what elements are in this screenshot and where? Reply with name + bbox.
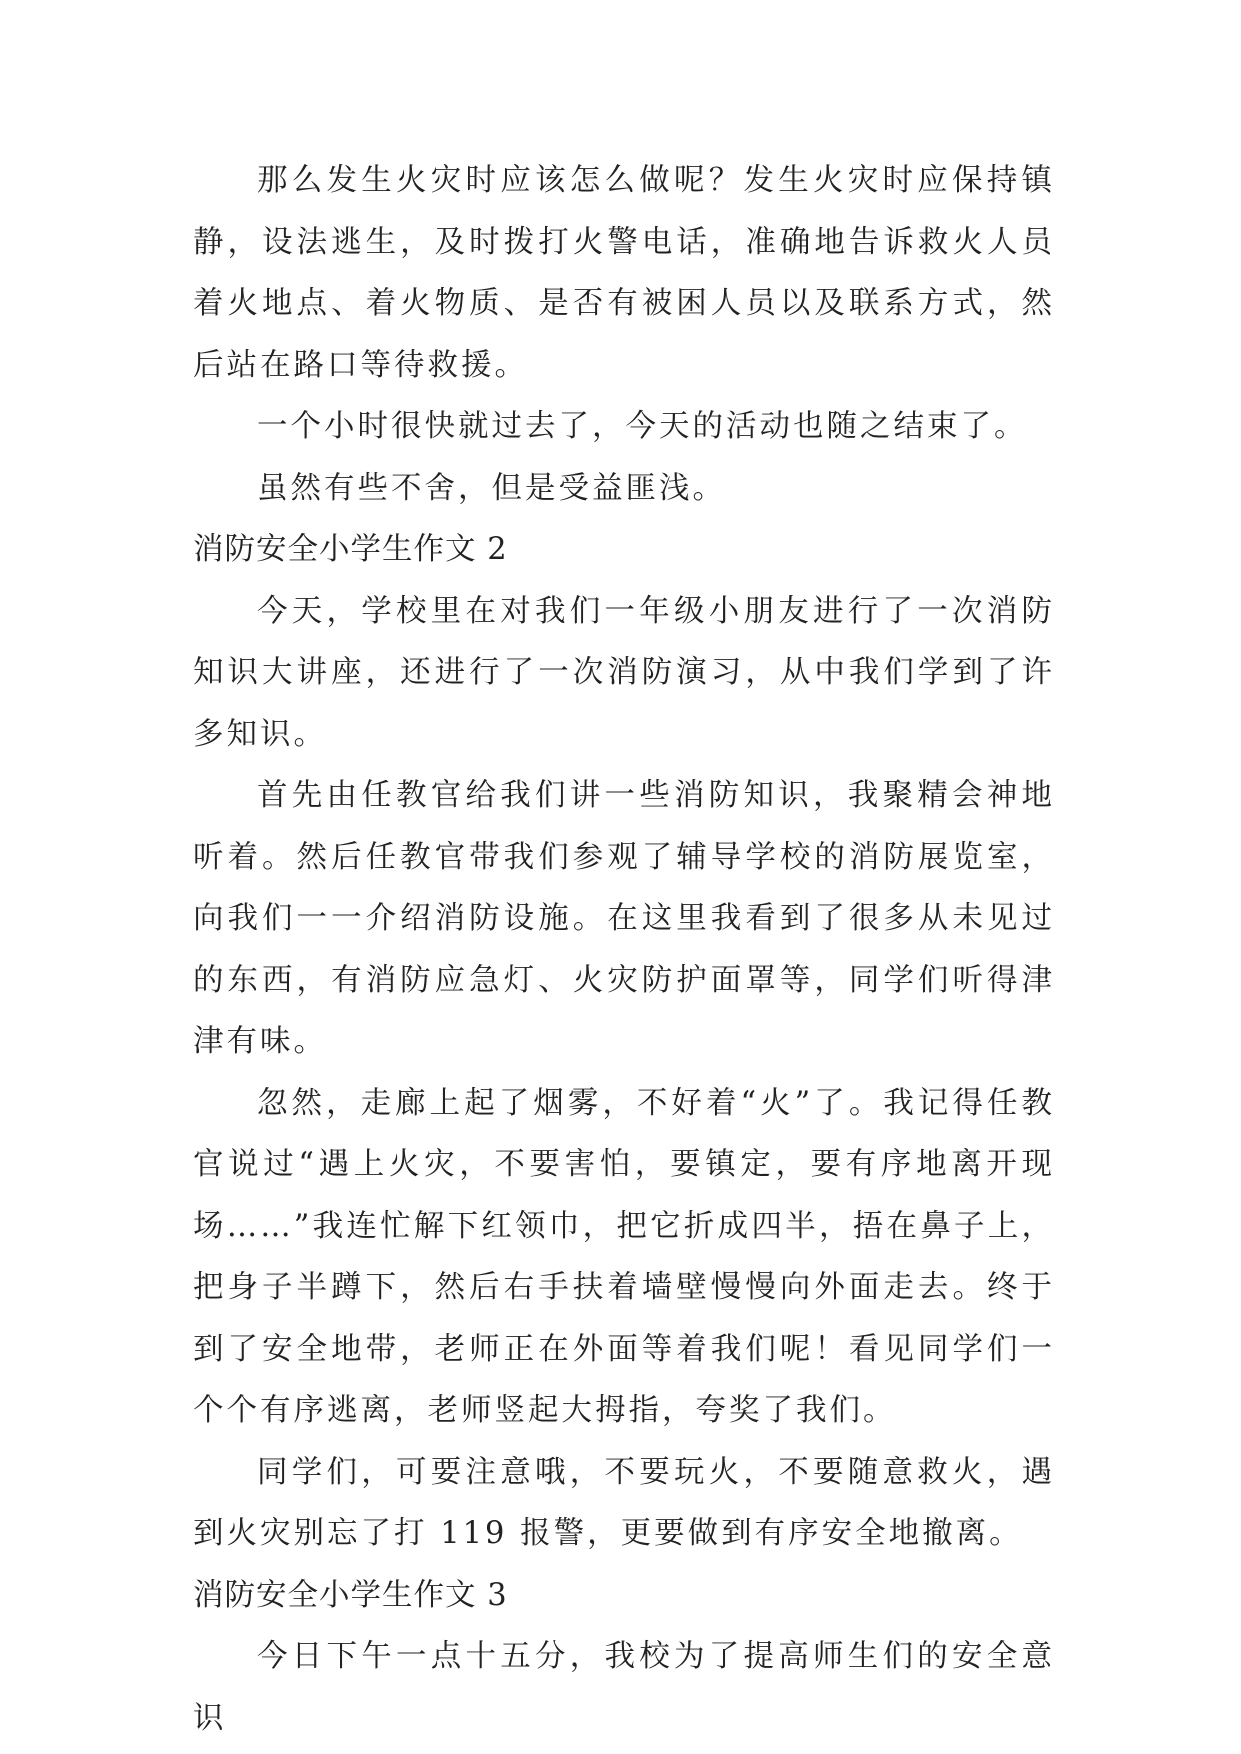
essay-3-title: 消防安全小学生作文 3	[193, 1577, 508, 1613]
paragraph-school-lecture: 今天，学校里在对我们一年级小朋友进行了一次消防知识大讲座，还进行了一次消防演习，从中我们学到了许多知识。	[193, 593, 1055, 752]
paragraph-benefit: 虽然有些不舍，但是受益匪浅。	[257, 470, 726, 506]
essay-2-title: 消防安全小学生作文 2	[193, 532, 508, 567]
paragraph-smoke-drill: 忽然，走廊上起了烟雾，不好着“火”了。我记得任教官说过“遇上火灾，不要害怕，要镇定，要有序地离开现场……”我连忙解下红领巾，把它折成四半，捂在鼻子上，把身子半蹲下，然后右手扶着墙壁慢慢向外面走去。终于到了安全地带，老师正在外面等着我们呢！看见同学们一个个有序逃离，老师竖起大拇指，夸奖了我们。	[193, 1085, 1055, 1428]
paragraph-afternoon-drill: 今日下午一点十五分，我校为了提高师生们的安全意识	[193, 1639, 1055, 1736]
paragraph-fire-response: 那么发生火灾时应该怎么做呢？发生火灾时应保持镇静，设法逃生，及时拨打火警电话，准确地告诉救火人员着火地点、着火物质、是否有被困人员以及联系方式，然后站在路口等待救援。	[193, 163, 1055, 383]
paragraph-reminder: 同学们，可要注意哦，不要玩火，不要随意救火，遇到火灾别忘了打 119 报警，更要做到有序安全地撤离。	[193, 1454, 1055, 1551]
paragraph-activity-end: 一个小时很快就过去了，今天的活动也随之结束了。	[257, 409, 1028, 444]
paragraph-instructor-visit: 首先由任教官给我们讲一些消防知识，我聚精会神地听着。然后任教官带我们参观了辅导学校的消防展览室，向我们一一介绍消防设施。在这里我看到了很多从未见过的东西，有消防应急灯、火灾防护面罩等，同学们听得津津有味。	[193, 778, 1055, 1059]
document-body	[193, 150, 1055, 1749]
